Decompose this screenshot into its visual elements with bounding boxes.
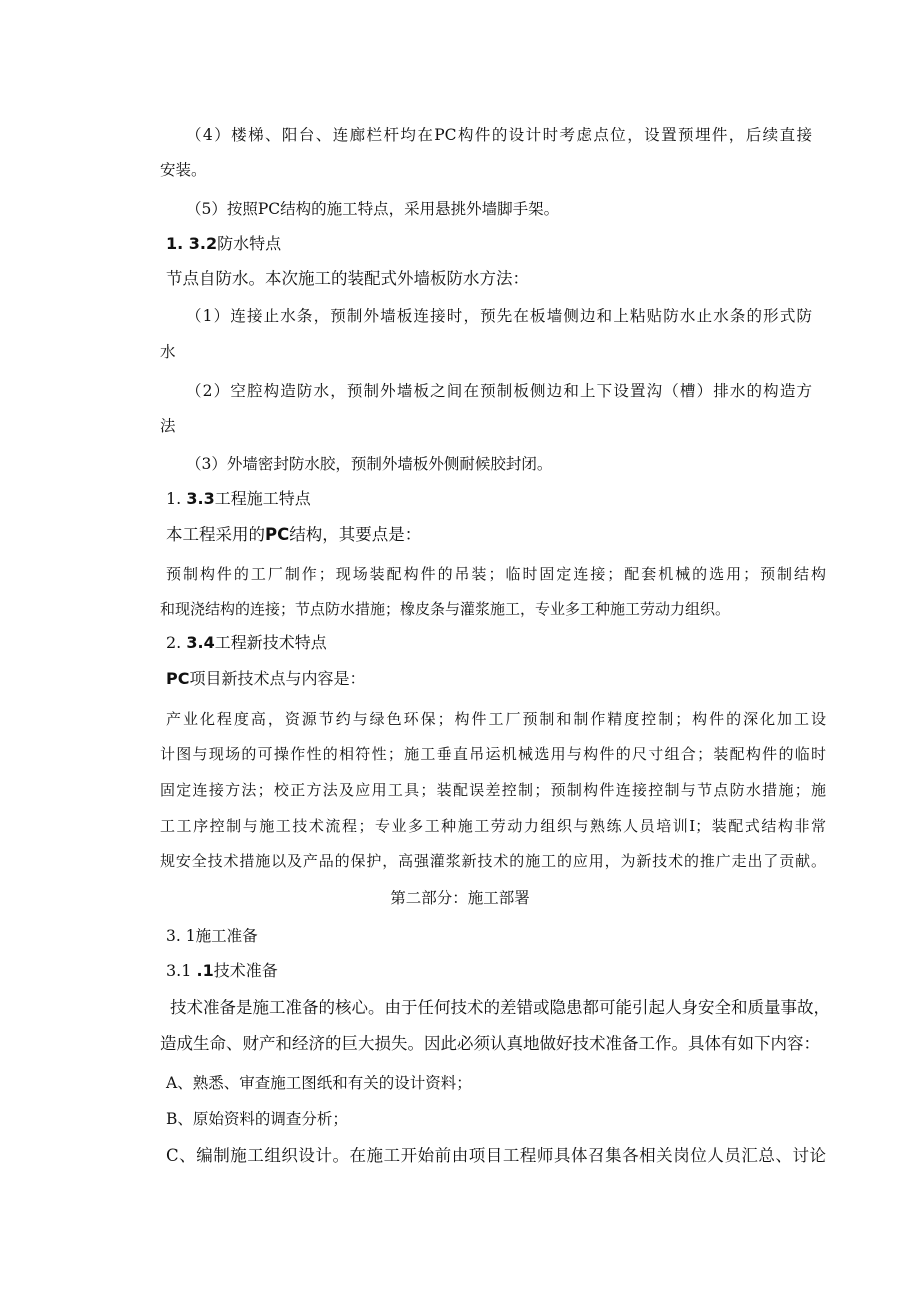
new-tech-line3: 固定连接方法；校正方法及应用工具；装配误差控制；预制构件连接控制与节点防水措施；施: [160, 781, 826, 799]
paragraph-item-4-line2: 安装。: [160, 161, 207, 179]
paragraph-item-5: （5）按照PC结构的施工特点，采用悬挑外墙脚手架。: [186, 200, 560, 218]
part-two-title: 第二部分：施工部署: [390, 889, 530, 907]
tech-prep-line2: 造成生命、财产和经济的巨大损失。因此必须认真地做好技术准备工作。具体有如下内容：: [160, 1034, 820, 1053]
intro-text: 项目新技术点与内容是：: [189, 669, 366, 688]
waterproof-item-1-line2: 水: [160, 343, 176, 361]
section-heading-3-2: [166, 233, 281, 255]
pc-points-line1: 预制构件的工厂制作；现场装配构件的吊装；临时固定连接；配套机械的选用；预制结构: [166, 565, 826, 583]
waterproof-item-2-line1: （2）空腔构造防水，预制外墙板之间在预制板侧边和上下设置沟（槽）排水的构造方: [186, 382, 812, 400]
list-item-c: C、编制施工组织设计。在施工开始前由项目工程师具体召集各相关岗位人员汇总、讨论: [166, 1146, 826, 1165]
section-prefix: 3.1: [166, 961, 197, 980]
pc-points-line2: 和现浇结构的连接；节点防水措施；橡皮条与灌浆施工，专业多工种施工劳动力组织。: [160, 600, 731, 618]
list-item-b: B、原始资料的调查分析；: [166, 1110, 348, 1128]
intro-pc-term: PC: [265, 525, 290, 544]
tech-prep-line1: 技术准备是施工准备的核心。由于任何技术的差错或隐患都可能引起人身安全和质量事故，: [170, 998, 830, 1017]
pc-structure-intro: [166, 524, 421, 546]
section-number: .1: [196, 961, 214, 980]
list-item-a: A、熟悉、审查施工图纸和有关的设计资料；: [166, 1074, 472, 1092]
section-prefix: 1.: [166, 489, 187, 508]
paragraph-item-4-line1: （4）楼梯、阳台、连廊栏杆均在PC构件的设计时考虑点位，设置预埋件，后续直接: [186, 126, 812, 144]
section-title: 工程新技术特点: [214, 633, 327, 652]
section-number: 3.3: [186, 489, 215, 508]
section-prefix: 2.: [166, 633, 187, 652]
waterproof-item-3: （3）外墙密封防水胶，预制外墙板外侧耐候胶封闭。: [186, 455, 553, 473]
new-tech-line4: 工工序控制与施工技术流程；专业多工种施工劳动力组织与熟练人员培训I；装配式结构非常: [160, 817, 826, 835]
section-title: 防水特点: [217, 234, 282, 253]
waterproof-intro: 节点自防水。本次施工的装配式外墙板防水方法：: [166, 269, 529, 288]
intro-pc-term: PC: [166, 669, 190, 688]
waterproof-item-1-line1: （1）连接止水条，预制外墙板连接时，预先在板墙侧边和上粘贴防水止水条的形式防: [186, 307, 812, 325]
section-title: 工程施工特点: [214, 489, 311, 508]
section-3-1-1-heading: [166, 960, 278, 982]
section-number: 1. 3.2: [166, 234, 218, 253]
new-tech-line2: 计图与现场的可操作性的相符性；施工垂直吊运机械选用与构件的尺寸组合；装配构件的临时: [160, 745, 826, 763]
section-number: 3.4: [186, 633, 215, 652]
new-tech-line1: 产业化程度高，资源节约与绿色环保；构件工厂预制和制作精度控制；构件的深化加工设: [166, 710, 826, 728]
section-heading-3-3: [166, 488, 311, 510]
section-heading-3-4: [166, 632, 327, 654]
waterproof-item-2-line2: 法: [160, 417, 176, 435]
section-3-1-heading: 3. 1施工准备: [166, 927, 258, 945]
intro-text-a: 本工程采用的: [166, 525, 265, 544]
intro-text-b: 结构，其要点是：: [289, 525, 422, 544]
new-tech-line5: 规安全技术措施以及产品的保护，高强灌浆新技术的施工的应用，为新技术的推广走出了贡献。: [160, 852, 826, 870]
section-title: 技术准备: [213, 961, 278, 980]
new-tech-intro: [166, 668, 365, 690]
